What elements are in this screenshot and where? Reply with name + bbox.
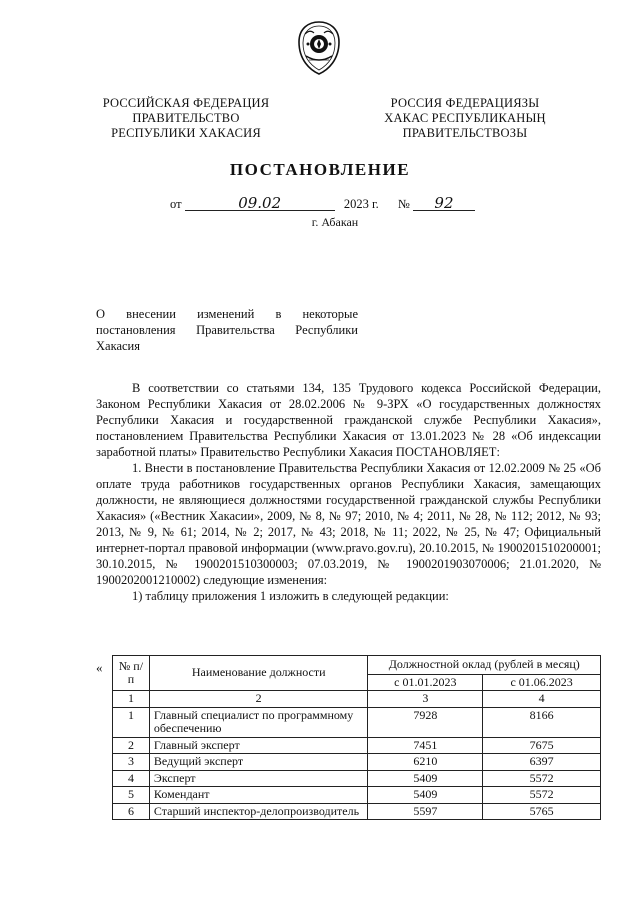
column-number-cell: 3 [368, 691, 483, 708]
header-left-line-2: ПРАВИТЕЛЬСТВО [132, 111, 240, 125]
salary-value-2: 5765 [483, 803, 601, 820]
table-row [113, 754, 601, 771]
table-row [113, 770, 601, 787]
position-name: Старший инспектор-делопроизводитель [149, 803, 368, 820]
column-number-cell: 2 [149, 691, 368, 708]
from-label: от [170, 197, 182, 211]
header-right-line-3: ПРАВИТЕЛЬСТВОЗЫ [402, 126, 528, 140]
header-number: № п/п [113, 656, 150, 691]
city-label: г. Абакан [311, 215, 359, 229]
paragraph-preamble: В соответствии со статьями 134, 135 Трудового кодекса Российской Федерации, Законом Республики Хакасия от 28.02.2006 № 9-ЗРХ «О государственных должностях Республики Хакасия и государственной гражданской службе Республики Хакасия», постановлением Правительства Республики Хакасия от 13.01.2023 № 28 «Об индексации заработной платы» Правительство Республики Хакасия ПОСТАНОВЛЯЕТ: [96, 381, 601, 459]
table-row [113, 737, 601, 754]
column-number-cell: 1 [113, 691, 150, 708]
coat-of-arms-icon [296, 20, 342, 76]
position-name: Эксперт [149, 770, 368, 787]
salary-table [112, 655, 601, 820]
row-number: 5 [113, 787, 150, 804]
paragraph-subitem-1: 1) таблицу приложения 1 изложить в следующей редакции: [132, 589, 449, 603]
row-number: 1 [113, 707, 150, 737]
salary-value-1: 5409 [368, 770, 483, 787]
document-body [96, 380, 601, 604]
position-name: Ведущий эксперт [149, 754, 368, 771]
table-header-row [113, 656, 601, 675]
paragraph-item-1: 1. Внести в постановление Правительства Республики Хакасия от 12.02.2009 № 25 «Об оплате труда работников государственных органов Республики Хакасия, замещающих должности, не являющиеся должностями государственной гражданской службы Республики Хакасия» («Вестник Хакасии», 2009, № 8, № 97; 2010, № 4; 2011, № 28, № 112; 2012, № 93; 2013, № 9, № 61; 2014, № 2; 2017, № 43; 2018, № 11; 2022, № 25, № 47; Официальный интернет-портал правовой информации (www.pravo.gov.ru), 20.10.2015, № 1900201510200001; 30.10.2015, № 1900201510300003; 07.03.2019, № 1900201903070006; 21.01.2020, № 1900202001210002) следующие изменения: [96, 461, 601, 587]
table-row [113, 707, 601, 737]
number-label: № [397, 197, 410, 211]
header-left-line-3: РЕСПУБЛИКИ ХАКАСИЯ [111, 126, 261, 140]
header-date-1: с 01.01.2023 [368, 674, 483, 691]
salary-value-2: 8166 [483, 707, 601, 737]
row-number: 2 [113, 737, 150, 754]
salary-value-1: 7451 [368, 737, 483, 754]
column-number-cell: 4 [483, 691, 601, 708]
header-salary: Должностной оклад (рублей в месяц) [368, 656, 601, 675]
table-row [113, 787, 601, 804]
row-number: 6 [113, 803, 150, 820]
header-position-name: Наименование должности [149, 656, 368, 691]
position-name: Главный специалист по программному обеспечению [149, 707, 368, 737]
table-column-numbers-row [113, 691, 601, 708]
salary-value-2: 6397 [483, 754, 601, 771]
row-number: 4 [113, 770, 150, 787]
salary-value-2: 5572 [483, 770, 601, 787]
header-left-line-1: РОССИЙСКАЯ ФЕДЕРАЦИЯ [102, 96, 270, 110]
header-right-line-2: ХАКАС РЕСПУБЛИКАНЫҢ [384, 111, 546, 125]
date-field: 09.02 [185, 196, 335, 211]
header-left-block [86, 96, 286, 141]
document-title: ПОСТАНОВЛЕНИЕ [229, 160, 411, 179]
header-date-2: с 01.06.2023 [483, 674, 601, 691]
table-row [113, 803, 601, 820]
salary-value-2: 5572 [483, 787, 601, 804]
position-name: Комендант [149, 787, 368, 804]
document-subject: О внесении изменений в некоторые постановления Правительства Республики Хакасия [96, 307, 358, 353]
salary-value-1: 5409 [368, 787, 483, 804]
salary-value-1: 5597 [368, 803, 483, 820]
header-right-line-1: РОССИЯ ФЕДЕРАЦИЯЗЫ [390, 96, 540, 110]
position-name: Главный эксперт [149, 737, 368, 754]
salary-value-2: 7675 [483, 737, 601, 754]
header-right-block [360, 96, 570, 141]
date-number-line [170, 196, 475, 212]
number-field: 92 [413, 196, 475, 211]
salary-value-1: 6210 [368, 754, 483, 771]
year-label: 2023 г. [343, 197, 379, 211]
row-number: 3 [113, 754, 150, 771]
salary-value-1: 7928 [368, 707, 483, 737]
opening-quote-mark: « [96, 660, 103, 675]
